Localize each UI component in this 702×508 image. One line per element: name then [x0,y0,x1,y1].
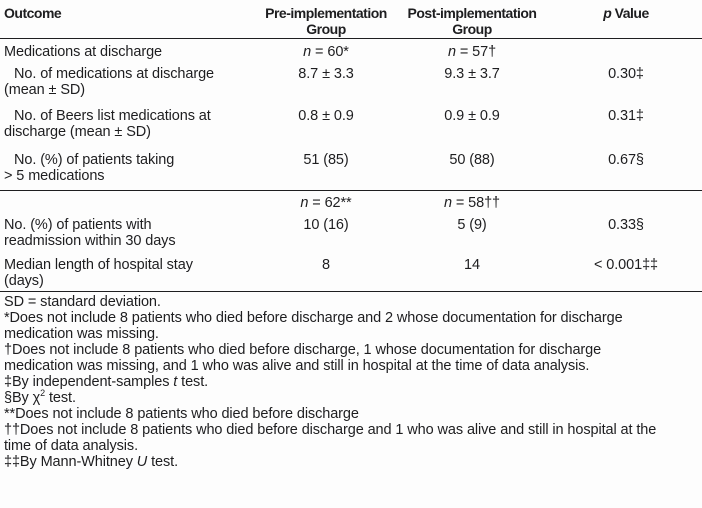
t-symbol: t [173,374,178,390]
footnote-sd [4,294,672,310]
footnote-text: test. [147,454,179,470]
outcome-text: No. (%) of patients taking [14,152,175,168]
p-cell: 0.31‡ [608,108,644,124]
post-n-cell [394,195,550,211]
outcome-text: No. of Beers list medications at [14,108,211,124]
post-n-cell [394,44,550,60]
footnote-text: **Does not include 8 patients who died before discharge [4,406,359,422]
outcome-text-wrap: > 5 medications [4,168,105,184]
n-symbol: n [447,44,456,60]
header-post-line2: Group [452,21,492,37]
pre-n-cell [258,44,394,60]
n-symbol: n [300,195,309,211]
footnote-double-asterisk [4,406,672,422]
footnote-text: ‡By independent-samples [4,374,174,390]
p-cell: 0.33§ [608,217,644,233]
footnote-text: SD = standard deviation. [4,294,161,310]
pre-value-cell: 10 (16) [303,217,349,233]
pre-value-cell: 8 [322,257,330,273]
u-symbol: U [136,454,148,470]
footnote-text: ††Does not include 8 patients who died before discharge and 1 who was alive and still in hospital at the time of data analysis. [4,422,657,454]
outcome-cell [0,44,258,60]
post-n-value: = 57† [455,44,497,60]
pre-value-cell: 0.8 ± 0.9 [298,108,354,124]
header-outcome: Outcome [4,5,62,21]
footnote-asterisk [4,310,672,342]
post-n-value: = 58†† [451,195,501,211]
footnote-text: §By χ [4,390,41,406]
post-value-cell: 9.3 ± 3.7 [444,66,500,82]
p-cell: 0.30‡ [608,66,644,82]
footnote-double-dagger [4,374,672,390]
pre-value-cell: 51 (85) [303,152,349,168]
chi-squared-exponent: 2 [40,388,46,399]
footnote-text: ‡‡By Mann-Whitney [4,454,137,470]
outcome-cell [0,257,258,289]
outcome-text-wrap: (mean ± SD) [4,82,85,98]
table-row [0,249,702,289]
p-value-label: Value [611,5,649,21]
outcome-cell [0,152,258,184]
table-row [0,191,702,211]
header-pre-line1: Pre-implementation [265,5,387,21]
footnote-mann-whitney [4,454,672,470]
table-row [0,60,702,98]
footnote-dagger [4,342,672,374]
n-symbol: n [303,44,312,60]
header-post-group [394,5,550,37]
footnote-text: *Does not include 8 patients who died before discharge and 2 whose documentation for discharge medication was missing. [4,310,623,342]
outcome-cell [0,66,258,98]
outcome-text: Medications at discharge [4,44,162,60]
p-cell: < 0.001‡‡ [593,257,658,273]
footnote-section [4,390,672,406]
outcome-text: No. (%) of patients with [4,217,152,233]
post-value-cell: 5 (9) [457,217,487,233]
table-row [0,140,702,184]
post-value-cell: 50 (88) [449,152,495,168]
footnotes-block [0,292,698,470]
outcome-text-wrap: discharge (mean ± SD) [4,124,151,140]
outcome-cell [0,217,258,249]
header-pre-line2: Group [306,21,346,37]
footnote-text: †Does not include 8 patients who died before discharge, 1 whose documentation for discharge medication was missing, and 1 who was alive and still in hospital at the time of data analysis. [4,342,602,374]
p-cell: 0.67§ [608,152,644,168]
outcome-text-wrap: (days) [4,273,44,289]
pre-n-value: = 62** [308,195,352,211]
pre-value-cell: 8.7 ± 3.3 [298,66,354,82]
table-header-row [0,0,702,37]
post-value-cell: 14 [464,257,480,273]
footnote-double-dagger-2 [4,422,672,454]
outcome-cell [0,108,258,140]
header-pre-group [258,5,394,37]
outcome-text: Median length of hospital stay [4,257,193,273]
footnote-text: test. [177,374,209,390]
table-row [0,39,702,60]
header-p-value [550,5,702,21]
outcome-text: No. of medications at discharge [14,66,215,82]
post-value-cell: 0.9 ± 0.9 [444,108,500,124]
pre-n-value: = 60* [311,44,349,60]
table-row [0,211,702,249]
pre-n-cell [258,195,394,211]
outcome-text-wrap: readmission within 30 days [4,233,176,249]
table-row [0,98,702,140]
p-symbol: p [603,5,612,21]
header-post-line1: Post-implementation [407,5,537,21]
n-symbol: n [443,195,452,211]
footnote-text: test. [45,390,76,406]
